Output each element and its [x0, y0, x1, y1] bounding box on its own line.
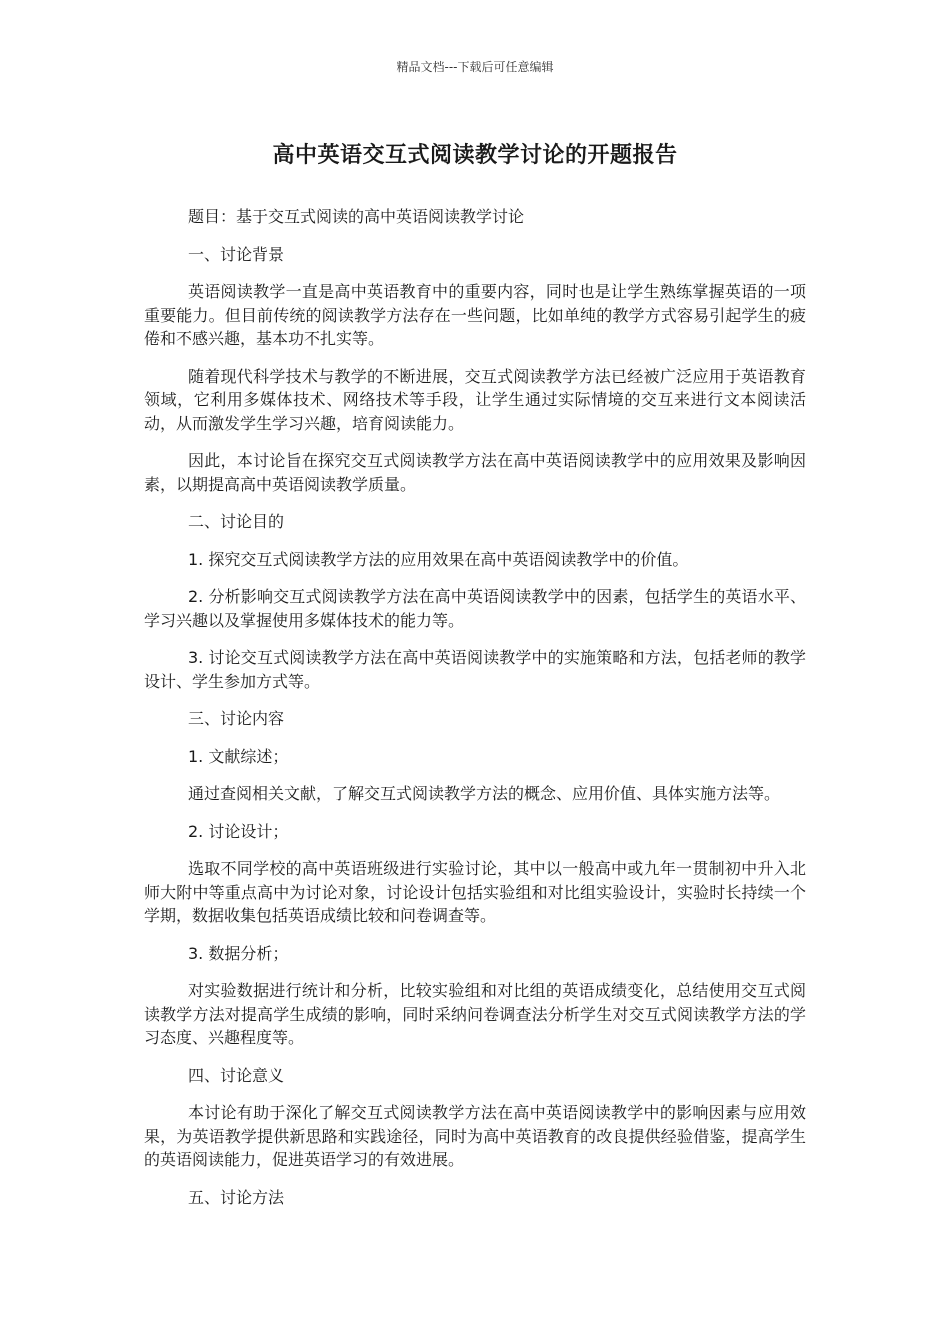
page-header-note: 精品文档---下载后可任意编辑	[396, 60, 554, 74]
topic-line: 题目：基于交互式阅读的高中英语阅读教学讨论	[188, 207, 525, 226]
paragraph: 因此，本讨论旨在探究交互式阅读教学方法在高中英语阅读教学中的应用效果及影响因素，以期提高高中英语阅读教学质量。	[144, 451, 806, 494]
section-heading-content: 三、讨论内容	[188, 709, 285, 728]
subheading: 1. 文献综述；	[188, 746, 289, 766]
paragraph: 通过查阅相关文献，了解交互式阅读教学方法的概念、应用价值、具体实施方法等。	[188, 784, 781, 803]
section-heading-significance: 四、讨论意义	[188, 1065, 285, 1085]
list-item: 2. 分析影响交互式阅读教学方法在高中英语阅读教学中的因素，包括学生的英语水平、学习兴趣以及掌握使用多媒体技术的能力等。	[144, 587, 806, 630]
paragraph: 对实验数据进行统计和分析，比较实验组和对比组的英语成绩变化，总结使用交互式阅读教学方法对提高学生成绩的影响，同时采纳问卷调查法分析学生对交互式阅读教学方法的学习态度、兴趣程度等。	[144, 981, 806, 1047]
subheading: 2. 讨论设计；	[188, 821, 289, 841]
paragraph: 英语阅读教学一直是高中英语教育中的重要内容，同时也是让学生熟练掌握英语的一项重要能力。但目前传统的阅读教学方法存在一些问题，比如单纯的教学方式容易引起学生的疲倦和不感兴趣，基本功不扎实等。	[144, 282, 806, 348]
document-body	[144, 205, 806, 1223]
subheading: 3. 数据分析；	[188, 943, 289, 963]
paragraph: 随着现代科学技术与教学的不断进展，交互式阅读教学方法已经被广泛应用于英语教育领域，它利用多媒体技术、网络技术等手段，让学生通过实际情境的交互来进行文本阅读活动，从而激发学生学习兴趣，培育阅读能力。	[144, 366, 806, 433]
paragraph: 选取不同学校的高中英语班级进行实验讨论，其中以一般高中或九年一贯制初中升入北师大附中等重点高中为讨论对象，讨论设计包括实验组和对比组实验设计，实验时长持续一个学期，数据收集包括英语成绩比较和问卷调查等。	[144, 859, 806, 925]
list-item: 1. 探究交互式阅读教学方法的应用效果在高中英语阅读教学中的价值。	[188, 549, 689, 569]
section-heading-purpose: 二、讨论目的	[188, 512, 285, 531]
paragraph: 本讨论有助于深化了解交互式阅读教学方法在高中英语阅读教学中的影响因素与应用效果，为英语教学提供新思路和实践途径，同时为高中英语教育的改良提供经验借鉴，提高学生的英语阅读能力，促进英语学习的有效进展。	[144, 1103, 806, 1169]
list-item: 3. 讨论交互式阅读教学方法在高中英语阅读教学中的实施策略和方法，包括老师的教学设计、学生参加方式等。	[144, 648, 806, 691]
section-heading-methods: 五、讨论方法	[188, 1187, 285, 1207]
document-title: 高中英语交互式阅读教学讨论的开题报告	[272, 143, 678, 168]
section-heading-background: 一、讨论背景	[188, 244, 285, 264]
